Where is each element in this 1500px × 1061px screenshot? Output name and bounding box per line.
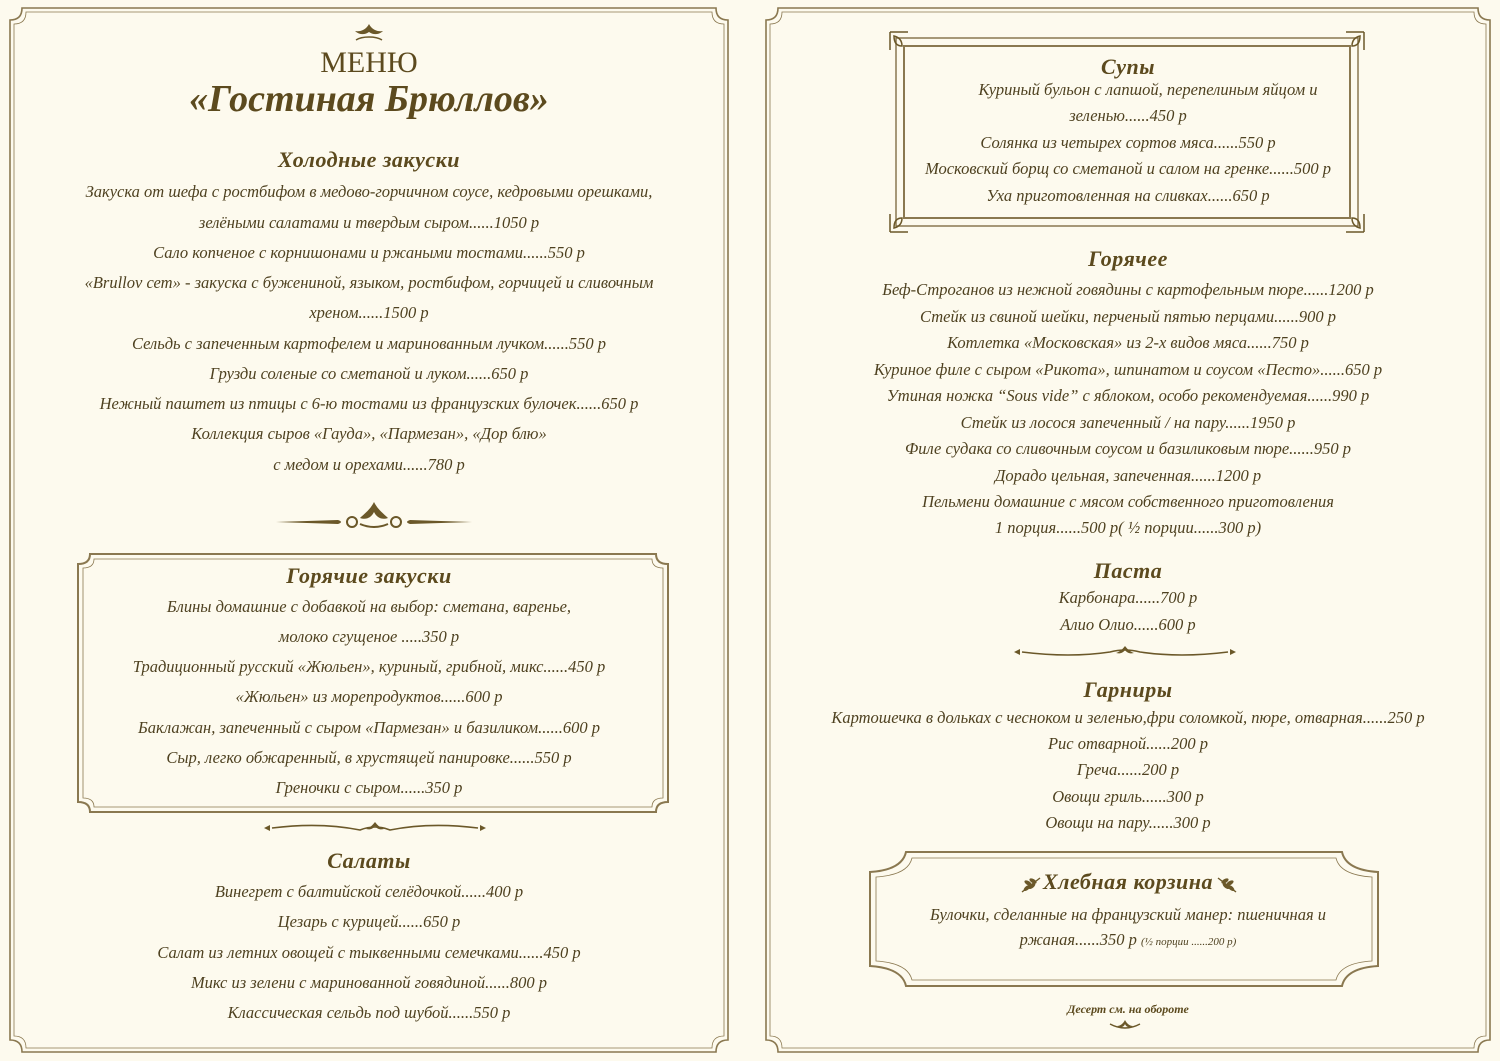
- menu-line: Цезарь с курицей......650 р: [277, 912, 461, 931]
- menu-page-right: [764, 6, 1492, 1054]
- menu-line: «Brullov сет» - закуска с бужениной, языком, ростбифом, горчицей и сливочным: [84, 273, 654, 292]
- menu-line: Московский борщ со сметаной и салом на гренке......500 р: [924, 159, 1332, 178]
- menu-line: Нежный паштет из птицы с 6-ю тостами из французских булочек......650 р: [99, 394, 639, 413]
- menu-line: Стейк из лосося запеченный / на пару......1950 р: [960, 413, 1296, 432]
- menu-line: молоко сгущеное .....350 р: [278, 627, 460, 646]
- menu-line: Коллекция сыров «Гауда», «Пармезан», «Дор блю»: [191, 424, 547, 443]
- menu-line: Овощи гриль......300 р: [1052, 787, 1204, 806]
- menu-line: 1 порция......500 р( ½ порции......300 р): [994, 518, 1262, 537]
- hot-appetizers-frame: [76, 552, 670, 814]
- restaurant-name: «Гостиная Брюллов»: [189, 78, 549, 120]
- menu-line: Овощи на пару......300 р: [1045, 813, 1211, 832]
- menu-line: Традиционный русский «Жюльен», куриный, грибной, микс......450 р: [132, 657, 606, 676]
- menu-line: с медом и орехами......780 р: [273, 455, 465, 474]
- menu-line: Грузди соленые со сметаной и луком......650 р: [209, 364, 529, 383]
- menu-line: Греночки с сыром......350 р: [275, 778, 463, 797]
- menu-line: Классическая сельдь под шубой......550 р: [227, 1003, 511, 1022]
- dessert-note: Десерт см. на обороте: [1067, 1002, 1189, 1016]
- menu-line: Сало копченое с корнишонами и ржаными тостами......550 р: [153, 243, 585, 262]
- bread-basket-title: Хлебная корзина: [1042, 869, 1214, 894]
- menu-line: Сельдь с запеченным картофелем и маринованным лучком......550 р: [131, 334, 607, 353]
- menu-line: Закуска от шефа с ростбифом в медово-горчичном соусе, кедровыми орешками,: [85, 182, 653, 201]
- menu-line: Уха приготовленная на сливках......650 р: [986, 186, 1270, 205]
- sides-title: Гарниры: [1083, 677, 1173, 702]
- bread-price: ржаная......350 р: [1019, 930, 1141, 949]
- menu-line: Рис отварной......200 р: [1047, 734, 1209, 753]
- menu-line: Блины домашние с добавкой на выбор: сметана, варенье,: [166, 597, 572, 616]
- top-fleuron-icon: [352, 22, 386, 44]
- menu-line: Карбонара......700 р: [1058, 588, 1198, 607]
- menu-line: Винегрет с балтийской селёдочкой......400 р: [214, 882, 524, 901]
- divider-ornament-icon: [1010, 644, 1240, 660]
- bread-half-price: (½ порции ......200 р): [1141, 936, 1237, 948]
- hot-appetizers-title: Горячие закуски: [286, 563, 452, 588]
- menu-line: Дорадо цельная, запеченная......1200 р: [994, 466, 1262, 485]
- menu-page-left: [8, 6, 730, 1054]
- hot-dishes-title: Горячее: [1088, 246, 1168, 271]
- menu-line: Куриный бульон с лапшой, перепелиным яйцом и: [978, 80, 1318, 99]
- footer-ornament-icon: [1108, 1018, 1142, 1032]
- soups-title: Супы: [1101, 54, 1155, 79]
- menu-heading: МЕНЮ: [320, 46, 418, 79]
- menu-line: Булочки, сделанные на французский манер: пшеничная и: [929, 905, 1327, 924]
- salads-title: Салаты: [327, 848, 411, 873]
- menu-line: Котлетка «Московская» из 2-х видов мяса......750 р: [947, 333, 1309, 352]
- menu-line: [764, 930, 1492, 952]
- pasta-title: Паста: [1093, 558, 1163, 583]
- menu-line: Утиная ножка “Sous vide” с яблоком, особо рекомендуемая......990 р: [886, 386, 1370, 405]
- menu-line: Стейк из свиной шейки, перченый пятью перцами......900 р: [920, 307, 1336, 326]
- menu-line: Филе судака со сливочным соусом и базиликовым пюре......950 р: [904, 439, 1352, 458]
- menu-line: Микс из зелени с маринованной говядиной......800 р: [190, 973, 548, 992]
- menu-line: зелёными салатами и твердым сыром......1050 р: [198, 213, 540, 232]
- menu-line: Куриное филе с сыром «Рикота», шпинатом и соусом «Песто»......650 р: [873, 360, 1383, 379]
- divider-ornament-icon: [260, 820, 490, 836]
- menu-line: зеленью......450 р: [1069, 106, 1187, 125]
- menu-line: Салат из летних овощей с тыквенными семечками......450 р: [157, 943, 581, 962]
- menu-line: Сыр, легко обжаренный, в хрустящей панировке......550 р: [166, 748, 572, 767]
- menu-line: Пельмени домашние с мясом собственного приготовления: [922, 492, 1334, 511]
- menu-line: Солянка из четырех сортов мяса......550 р: [980, 133, 1276, 152]
- menu-line: Картошечка в дольках с чесноком и зеленью,фри соломкой, пюре, отварная......250 р: [831, 708, 1425, 727]
- divider-ornament-icon: [274, 498, 474, 532]
- menu-line: Беф-Строганов из нежной говядины с картофельным пюре......1200 р: [882, 280, 1374, 299]
- menu-line: хреном......1500 р: [309, 303, 429, 322]
- menu-line: Алио Олио......600 р: [1060, 615, 1196, 634]
- menu-line: «Жюльен» из морепродуктов......600 р: [235, 687, 503, 706]
- menu-line: Греча......200 р: [1076, 760, 1180, 779]
- menu-line: Баклажан, запеченный с сыром «Пармезан» и базиликом......600 р: [137, 718, 601, 737]
- cold-appetizers-title: Холодные закуски: [278, 147, 460, 172]
